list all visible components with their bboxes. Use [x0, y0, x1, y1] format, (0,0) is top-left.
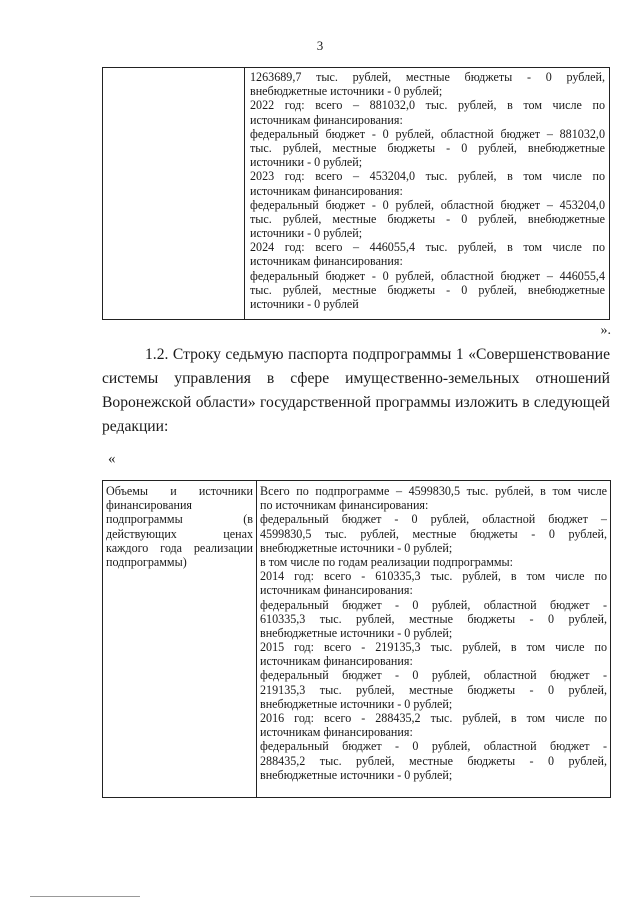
page-number: 3 [316, 38, 324, 53]
opening-quote: « [108, 451, 116, 467]
subprogram-funding-table [102, 480, 611, 798]
table-row-label [106, 484, 253, 569]
table-column-divider [256, 481, 257, 797]
text-line: источникам финансирования: [250, 254, 403, 269]
text-line: подпрограммы (в [106, 512, 253, 527]
text-line: 2014 год: всего - 610335,3 тыс. рублей, в том числе по [260, 569, 607, 584]
text-line: федеральный бюджет - 0 рублей, областной бюджет - [260, 739, 607, 754]
text-line: Объемы и источники [106, 484, 253, 498]
text-line: федеральный бюджет - 0 рублей, областной бюджет – 446055,4 [250, 268, 605, 283]
text-line: федеральный бюджет - 0 рублей, областной бюджет – [260, 512, 607, 527]
text-line: федеральный бюджет - 0 рублей, областной бюджет – 881032,0 [250, 126, 605, 141]
text-line: 2022 год: всего – 881032,0 тыс. рублей, в том числе по [250, 98, 605, 113]
text-line: внебюджетные источники - 0 рублей; [260, 696, 453, 711]
text-line: 2023 год: всего – 453204,0 тыс. рублей, в том числе по [250, 169, 605, 184]
funding-table-continuation [102, 67, 610, 320]
text-line: источникам финансирования: [260, 654, 413, 669]
text-line: Воронежской области» государственной программы изложить в следующей [102, 394, 610, 411]
text-line: источники - 0 рублей; [250, 155, 363, 170]
text-line: 2015 год: всего - 219135,3 тыс. рублей, в том числе по [260, 640, 607, 655]
closing-quote: ». [600, 323, 611, 338]
table-right-column [250, 70, 605, 311]
text-line: каждого года реализации [106, 540, 253, 555]
text-line: подпрограммы) [106, 554, 187, 569]
text-line: тыс. рублей, местные бюджеты - 0 рублей, внебюджетные [250, 211, 605, 226]
amendment-paragraph [102, 343, 610, 439]
text-line: в том числе по годам реализации подпрограммы: [260, 554, 513, 569]
table-row-value [260, 484, 607, 782]
text-line: действующих ценах [106, 526, 253, 541]
text-line: источникам финансирования: [260, 583, 413, 598]
text-line: 219135,3 тыс. рублей, местные бюджеты - 0 рублей, [260, 682, 607, 697]
text-line: финансирования [106, 498, 192, 513]
text-line: внебюджетные источники - 0 рублей; [260, 540, 453, 555]
text-line: 1.2. Строку седьмую паспорта подпрограммы 1 «Совершенствование [145, 346, 610, 363]
text-line: тыс. рублей, местные бюджеты - 0 рублей, внебюджетные [250, 282, 605, 297]
text-line: внебюджетные источники - 0 рублей; [260, 625, 453, 640]
text-line: федеральный бюджет - 0 рублей, областной бюджет - [260, 597, 607, 612]
text-line: 2016 год: всего - 288435,2 тыс. рублей, в том числе по [260, 711, 607, 725]
text-line: источникам финансирования: [260, 725, 413, 740]
text-line: 2024 год: всего – 446055,4 тыс. рублей, в том числе по [250, 240, 605, 255]
text-line: 1263689,7 тыс. рублей, местные бюджеты - 0 рублей, [250, 70, 605, 84]
text-line: тыс. рублей, местные бюджеты - 0 рублей, внебюджетные [250, 140, 605, 155]
text-line: источникам финансирования: [250, 183, 403, 198]
text-line: редакции: [102, 418, 169, 435]
text-line: 288435,2 тыс. рублей, местные бюджеты - 0 рублей, [260, 753, 607, 768]
text-line: Всего по подпрограмме – 4599830,5 тыс. рублей, в том числе [260, 484, 607, 498]
text-line: федеральный бюджет - 0 рублей, областной бюджет - [260, 668, 607, 683]
text-line: внебюджетные источники - 0 рублей; [250, 84, 443, 99]
text-line: системы управления в сфере имущественно-земельных отношений [102, 370, 610, 387]
text-line: источникам финансирования: [250, 112, 403, 127]
text-line: федеральный бюджет - 0 рублей, областной бюджет – 453204,0 [250, 197, 605, 212]
footer-rule [30, 896, 140, 897]
text-line: источники - 0 рублей [250, 297, 359, 311]
table-left-column-empty [103, 68, 245, 319]
text-line: 4599830,5 тыс. рублей, местные бюджеты - 0 рублей, [260, 526, 607, 541]
text-line: по источникам финансирования: [260, 498, 429, 513]
text-line: внебюджетные источники - 0 рублей; [260, 767, 453, 782]
text-line: 610335,3 тыс. рублей, местные бюджеты - 0 рублей, [260, 611, 607, 626]
text-line: источники - 0 рублей; [250, 226, 363, 241]
